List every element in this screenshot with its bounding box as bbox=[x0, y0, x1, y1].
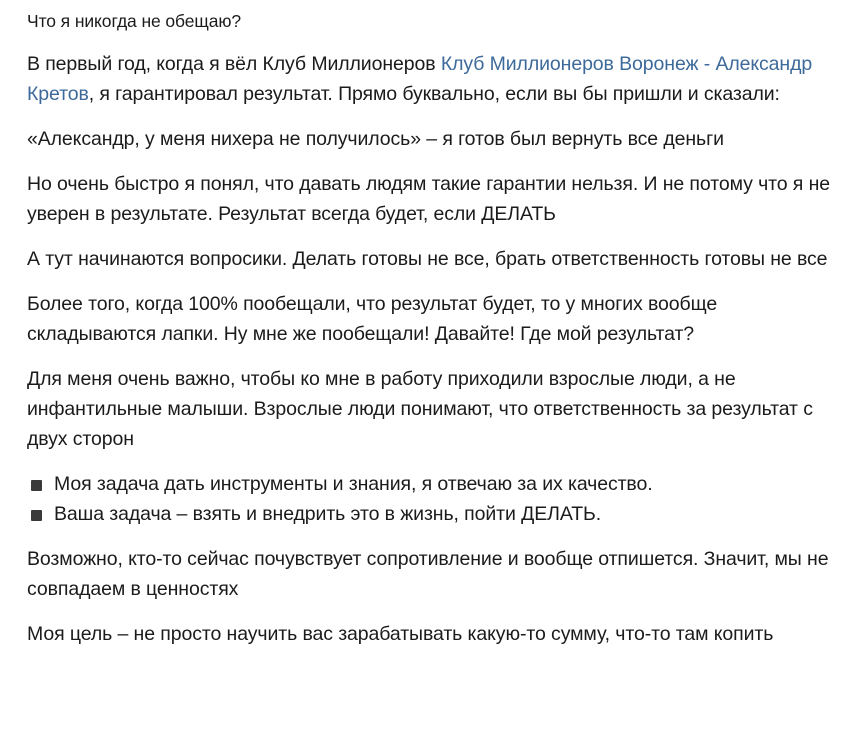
post-paragraph-questions: А тут начинаются вопросики. Делать готовы не все, брать ответственность готовы не все bbox=[27, 248, 828, 270]
post-paragraph-values: Возможно, кто-то сейчас почувствует сопротивление и вообще отпишется. Значит, мы не совпадаем в ценностях bbox=[27, 548, 829, 600]
square-bullet-icon bbox=[31, 480, 42, 491]
post-paragraph-quote: «Александр, у меня нихера не получилось» – я готов был вернуть все деньги bbox=[27, 128, 724, 150]
post-paragraph-adults: Для меня очень важно, чтобы ко мне в работу приходили взрослые люди, а не инфантильные малыши. Взрослые люди понимают, что ответственность за результат с двух сторон bbox=[27, 368, 813, 450]
list-item-text: Ваша задача – взять и внедрить это в жизнь, пойти ДЕЛАТЬ. bbox=[54, 503, 602, 525]
post-heading: Что я никогда не обещаю? bbox=[27, 11, 241, 31]
list-item bbox=[27, 469, 839, 499]
post-paragraph-promise: Более того, когда 100% пообещали, что результат будет, то у многих вообще складываются лапки. Ну мне же пообещали! Давайте! Где мой результат? bbox=[27, 293, 718, 345]
intro-text-before: В первый год, когда я вёл Клуб Миллионеров bbox=[27, 53, 441, 75]
club-link[interactable]: Клуб Миллионеров Воронеж - Александр Кретов bbox=[27, 53, 813, 105]
intro-text-after: , я гарантировал результат. Прямо буквально, если вы бы пришли и сказали: bbox=[88, 83, 780, 105]
post-paragraph-intro bbox=[27, 49, 839, 109]
post-text bbox=[27, 6, 839, 664]
list-item bbox=[27, 499, 839, 529]
square-bullet-icon bbox=[31, 510, 42, 521]
post-paragraph-goal: Моя цель – не просто научить вас зарабатывать какую-то сумму, что-то там копить bbox=[27, 623, 774, 645]
post-paragraph-guarantees: Но очень быстро я понял, что давать людям такие гарантии нельзя. И не потому что я не уверен в результате. Результат всегда будет, если ДЕЛАТЬ bbox=[27, 173, 830, 225]
responsibility-list bbox=[27, 469, 839, 529]
list-item-text: Моя задача дать инструменты и знания, я отвечаю за их качество. bbox=[54, 473, 653, 495]
